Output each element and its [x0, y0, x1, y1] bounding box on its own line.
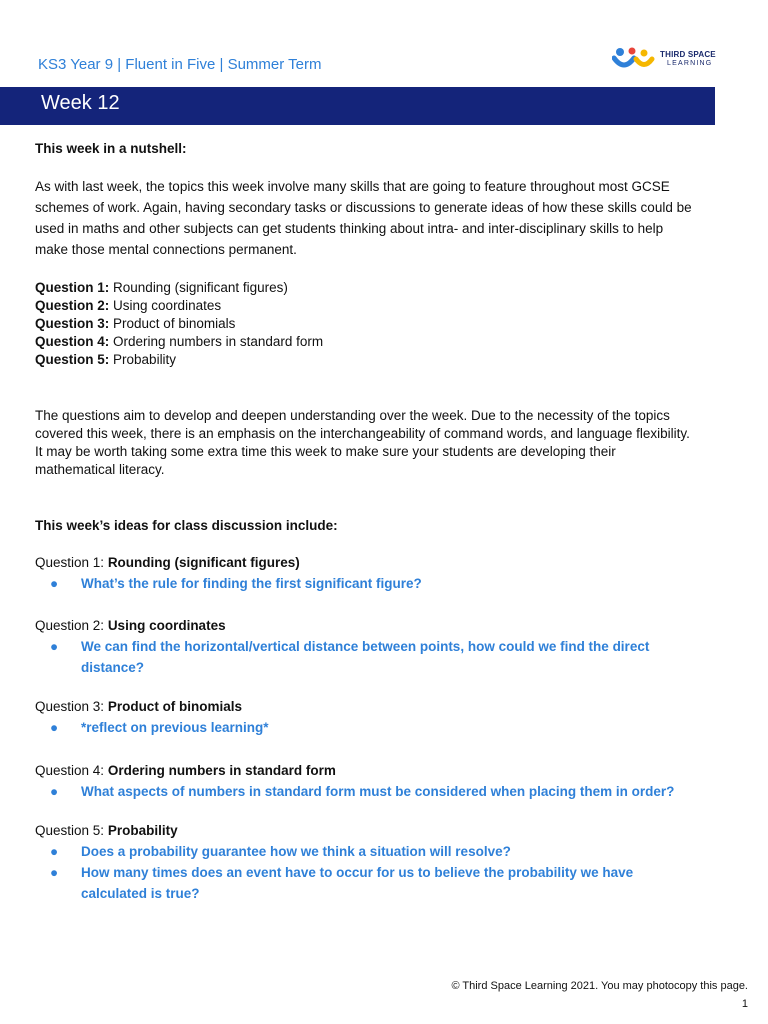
intro-paragraph: As with last week, the topics this week involve many skills that are going to feature throughout most GCSE schemes of work. Again, having secondary tasks or discussions to generate ideas of how these skills could be used in maths and other subjects can get students thinking about intra- and inter-disciplinary skills to help make those mental connections permanent.: [35, 179, 692, 257]
question-topic: Using coordinates: [113, 298, 222, 313]
page-number: 1: [741, 998, 748, 1010]
week-title: Week 12: [41, 92, 120, 114]
discussion-question-topic: Ordering numbers in standard form: [107, 763, 336, 778]
discussion-question-topic: Using coordinates: [107, 618, 226, 633]
discussion-point: ● We can find the horizontal/vertical distance between points, how could we find the direct distance?: [35, 636, 695, 678]
logo-text-line2: LEARNING: [667, 60, 713, 67]
logo-text-line1: THIRD SPACE: [660, 50, 716, 59]
question-topic: Product of binomials: [113, 316, 236, 331]
discussion-point: ● What’s the rule for finding the first significant figure?: [35, 573, 695, 594]
bullet-icon: ●: [50, 784, 59, 799]
discussion-question-label: Question 4:: [35, 763, 105, 778]
question-label: Question 2:: [35, 298, 110, 313]
nutshell-heading: This week in a nutshell:: [35, 141, 187, 156]
discussion-question-label: Question 2:: [35, 618, 105, 633]
logo-mark-icon: [612, 46, 656, 72]
discussion-question-1: [35, 552, 695, 594]
bullet-icon: ●: [50, 844, 59, 859]
bullet-icon: ●: [50, 720, 59, 735]
discussion-point: ● *reflect on previous learning*: [35, 717, 695, 738]
discussion-question-label: Question 1:: [35, 555, 105, 570]
discussion-question-topic: Rounding (significant figures): [107, 555, 300, 570]
question-topic: Ordering numbers in standard form: [113, 334, 324, 349]
discussion-question-label: Question 5:: [35, 823, 105, 838]
discussion-point: ● How many times does an event have to occur for us to believe the probability we have calculated is true?: [35, 862, 695, 904]
third-space-learning-logo: [612, 46, 724, 72]
discussion-question-3: [35, 696, 695, 738]
discussion-point: ● Does a probability guarantee how we think a situation will resolve?: [35, 841, 695, 862]
question-topic: Rounding (significant figures): [113, 280, 288, 295]
question-list-item: [35, 279, 323, 297]
discussion-question-label: Question 3:: [35, 699, 105, 714]
question-topic: Probability: [113, 352, 177, 367]
bullet-icon: ●: [50, 865, 59, 880]
question-list-item: [35, 333, 323, 351]
question-label: Question 5:: [35, 352, 110, 367]
bullet-icon: ●: [50, 576, 59, 591]
question-list: [35, 279, 323, 369]
week-banner: [0, 87, 715, 125]
aims-paragraph: The questions aim to develop and deepen understanding over the week. Due to the necessity of the topics covered this week, there is an emphasis on the interchangeability of command words, and language flexibility. It may be worth taking some extra time this week to make sure your students are developing their mathematical literacy.: [35, 408, 690, 477]
discussion-heading: This week’s ideas for class discussion include:: [35, 518, 338, 533]
question-list-item: [35, 315, 323, 333]
question-list-item: [35, 297, 323, 315]
question-list-item: [35, 351, 323, 369]
discussion-question-4: [35, 760, 695, 802]
discussion-point: ● What aspects of numbers in standard form must be considered when placing them in order?: [35, 781, 695, 802]
copyright-footer: © Third Space Learning 2021. You may photocopy this page.: [451, 980, 748, 992]
question-label: Question 3:: [35, 316, 110, 331]
discussion-question-topic: Product of binomials: [107, 699, 243, 714]
discussion-question-5: [35, 820, 695, 904]
question-label: Question 1:: [35, 280, 110, 295]
question-label: Question 4:: [35, 334, 110, 349]
course-header: KS3 Year 9 | Fluent in Five | Summer Term: [38, 56, 322, 73]
discussion-question-topic: Probability: [107, 823, 178, 838]
bullet-icon: ●: [50, 639, 59, 654]
discussion-question-2: [35, 615, 695, 678]
